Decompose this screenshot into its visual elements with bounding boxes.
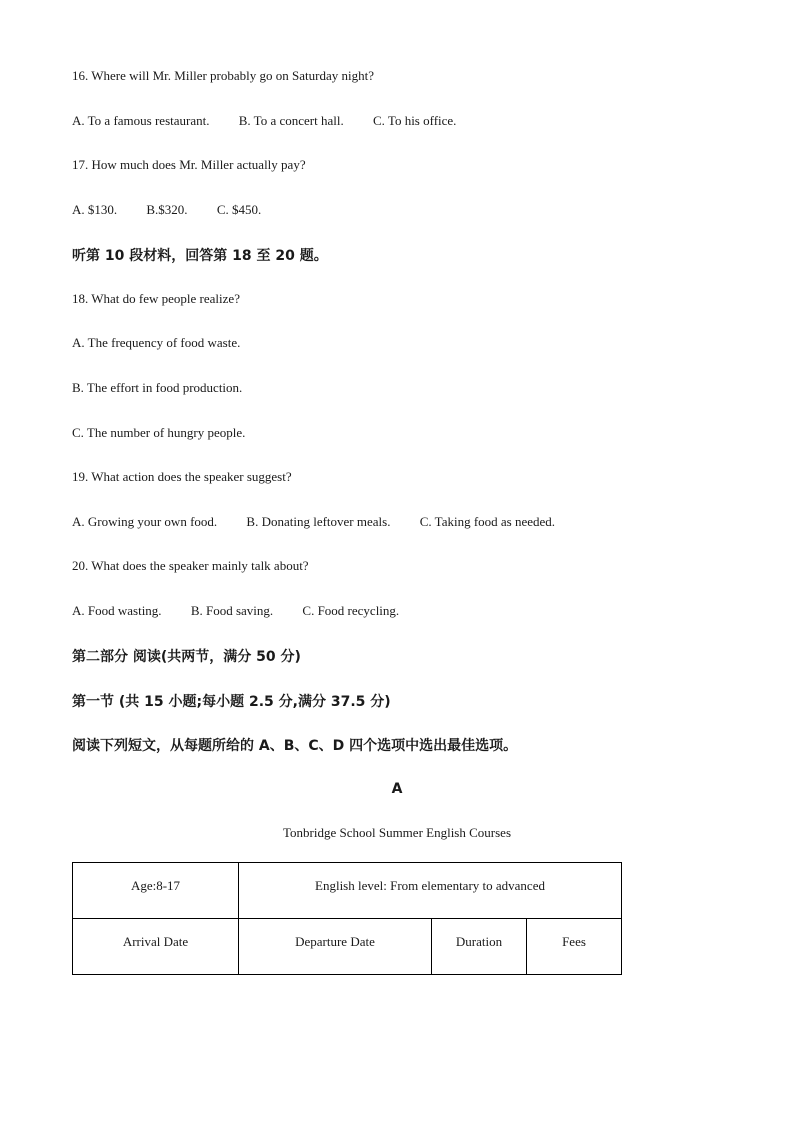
q19-option-b: B. Donating leftover meals. [246,514,391,529]
q16-question: 16. Where will Mr. Miller probably go on Saturday night? [72,68,374,83]
header-departure-date: Departure Date [239,919,432,975]
header-duration: Duration [432,919,527,975]
q19-question: 19. What action does the speaker suggest? [72,469,292,484]
q17-question: 17. How much does Mr. Miller actually pay? [72,157,306,172]
q19-options [72,514,581,530]
q17-options [72,202,287,218]
age-cell: Age:8-17 [73,863,239,919]
q16-options [72,113,482,129]
q20-question: 20. What does the speaker mainly talk about? [72,558,309,573]
section10-heading: 听第 10 段材料，回答第 18 至 20 题。 [72,248,328,264]
course-table [72,862,622,975]
q20-option-b: B. Food saving. [190,603,274,618]
section1-heading: 第一节 (共 15 小题;每小题 2.5 分,满分 37.5 分) [72,694,391,710]
passage-letter: A [391,781,403,797]
q17-option-a: A. $130. [72,202,118,217]
q20-option-a: A. Food wasting. [72,603,162,618]
q20-option-c: C. Food recycling. [302,603,400,618]
passage-title: Tonbridge School Summer English Courses [282,825,512,840]
part2-heading: 第二部分 阅读(共两节，满分 50 分) [72,649,301,665]
level-cell: English level: From elementary to advanced [239,863,622,919]
q16-option-c: C. To his office. [372,113,457,128]
header-arrival-date: Arrival Date [73,919,239,975]
q20-options [72,603,425,619]
reading-instruction: 阅读下列短文，从每题所给的 A、B、C、D 四个选项中选出最佳选项。 [72,738,518,754]
q17-option-b: B.$320. [146,202,188,217]
q18-question: 18. What do few people realize? [72,291,240,306]
q19-option-c: C. Taking food as needed. [419,514,556,529]
q18-option-a: A. The frequency of food waste. [72,335,241,350]
q19-option-a: A. Growing your own food. [72,514,218,529]
table-row [73,863,622,919]
header-fees: Fees [527,919,622,975]
q16-option-a: A. To a famous restaurant. [72,113,210,128]
q17-option-c: C. $450. [216,202,262,217]
q18-option-c: C. The number of hungry people. [72,425,246,440]
q18-option-b: B. The effort in food production. [72,380,243,395]
q16-option-b: B. To a concert hall. [238,113,344,128]
table-row [73,919,622,975]
